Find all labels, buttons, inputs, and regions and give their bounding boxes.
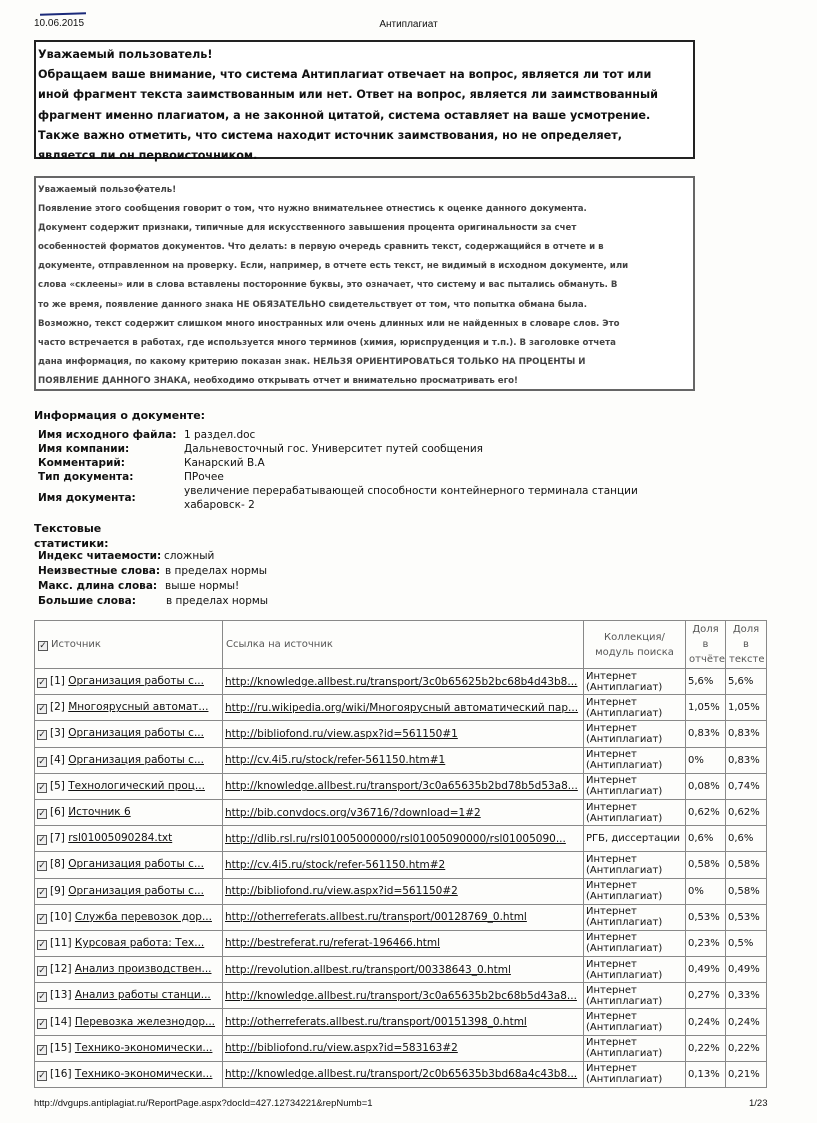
share-text-cell: 0,83% — [726, 747, 767, 773]
notice-main-line: Также важно отметить, что система находит источник заимствования, но не определяет, — [38, 128, 623, 142]
comment-label: Комментарий: — [38, 457, 125, 469]
source-cell — [35, 1061, 223, 1087]
source-cell — [35, 695, 223, 721]
source-url-link[interactable]: http://otherreferats.allbest.ru/transport/00128769_0.html — [225, 911, 527, 924]
collection-cell: Интернет (Антиплагиат) — [584, 773, 686, 799]
collection-cell: Интернет (Антиплагиат) — [584, 878, 686, 904]
print-title: Антиплагиат — [379, 19, 438, 30]
page-url: http://dvgups.antiplagiat.ru/ReportPage.aspx?docId=427.12734221&repNumb=1 — [34, 1098, 373, 1109]
share-text-header: Доля в тексте — [726, 621, 767, 669]
type-label: Тип документа: — [38, 471, 134, 483]
notice-warning-line: Документ содержит признаки, типичные для искусственного завышения процента оригинальности за счет — [38, 223, 577, 234]
source-url-link[interactable]: http://ru.wikipedia.org/wiki/Многоярусный автоматический пар... — [225, 701, 579, 714]
collection-cell: Интернет (Антиплагиат) — [584, 1009, 686, 1035]
notice-warning-line: особенностей форматов документов. Что делать: в первую очередь сравнить текст, содержащийся в отчете и в — [38, 242, 604, 253]
source-cell — [35, 878, 223, 904]
source-name-link[interactable]: Технико-экономически... — [74, 1041, 213, 1054]
table-row — [35, 852, 767, 878]
doc-name-value-2: хабаровск- 2 — [184, 499, 255, 511]
source-url-cell — [223, 721, 584, 747]
notice-warning-line: дана информация, по какому критерию показан знак. НЕЛЬЗЯ ОРИЕНТИРОВАТЬСЯ ТОЛЬКО НА ПРОЦЕНТЫ И — [38, 356, 586, 367]
source-url-cell — [223, 1061, 584, 1087]
source-number: [12] — [50, 963, 72, 976]
notice-main-line: фрагмент именно плагиатом, а не законной цитатой, система оставляет на ваше усмотрение. — [38, 108, 651, 122]
share-report-cell: 0,13% — [686, 1061, 726, 1087]
text-stats-title — [34, 521, 154, 551]
source-url-link[interactable]: http://knowledge.allbest.ru/transport/3c0a65635b2bc68b5d43a8... — [225, 989, 577, 1002]
share-report-cell: 0% — [686, 878, 726, 904]
share-text-cell: 0,5% — [726, 930, 767, 956]
source-url-link[interactable]: http://cv.4i5.ru/stock/refer-561150.htm#1 — [225, 754, 446, 767]
collection-cell: Интернет (Антиплагиат) — [584, 695, 686, 721]
unknown-words-label: Неизвестные слова: — [38, 565, 161, 577]
source-url-link[interactable]: http://bestreferat.ru/referat-196466.html — [225, 937, 440, 950]
row-checkbox[interactable]: ✓ — [38, 730, 46, 741]
max-word-length-value: выше нормы! — [165, 580, 240, 592]
table-row — [35, 721, 767, 747]
source-cell — [35, 799, 223, 825]
notice-main-line: Обращаем ваше внимание, что система Антиплагиат отвечает на вопрос, является ли тот или — [38, 68, 652, 82]
notice-warning-line: документе, отправленном на проверку. Если, например, в отчете есть текст, не видимый в исходном документе, или — [38, 261, 629, 272]
collection-cell: Интернет (Антиплагиат) — [584, 904, 686, 930]
type-value: ПРочее — [184, 471, 224, 483]
source-number: [7] — [50, 832, 65, 845]
notice-main-line: Уважаемый пользователь! — [38, 48, 213, 61]
company-value: Дальневосточный гос. Университет путей сообщения — [184, 443, 483, 455]
table-row — [35, 747, 767, 773]
source-name-link[interactable]: Служба перевозок дор... — [74, 910, 212, 923]
collection-cell: Интернет (Антиплагиат) — [584, 721, 686, 747]
source-url-link[interactable]: http://dlib.rsl.ru/rsl01005000000/rsl01005090000/rsl01005090... — [225, 832, 566, 845]
collection-cell: Интернет (Антиплагиат) — [584, 1061, 686, 1087]
row-checkbox[interactable]: ✓ — [38, 939, 46, 950]
source-name-link[interactable]: Анализ работы станци... — [74, 989, 211, 1002]
source-number: [13] — [50, 989, 72, 1002]
source-cell — [35, 773, 223, 799]
ink-mark — [40, 12, 86, 16]
table-row — [35, 799, 767, 825]
readability-label: Индекс читаемости: — [38, 550, 162, 562]
share-text-cell: 0,22% — [726, 1035, 767, 1061]
notice-warning-line: ПОЯВЛЕНИЕ ДАННОГО ЗНАКА, необходимо открывать отчет и внимательно просматривать его! — [38, 375, 518, 386]
source-cell — [35, 930, 223, 956]
source-name-link[interactable]: Анализ производствен... — [74, 963, 212, 976]
source-url-cell — [223, 1035, 584, 1061]
source-cell — [35, 983, 223, 1009]
share-report-cell: 0,83% — [686, 721, 726, 747]
source-cell — [35, 852, 223, 878]
table-row — [35, 904, 767, 930]
source-url-link[interactable]: http://otherreferats.allbest.ru/transport/00151398_0.html — [225, 1016, 527, 1029]
table-row — [35, 1061, 767, 1087]
notice-main — [34, 40, 695, 163]
row-checkbox[interactable]: ✓ — [38, 756, 46, 767]
share-report-cell: 5,6% — [686, 669, 726, 695]
source-name-link[interactable]: Организация работы с... — [68, 884, 204, 897]
source-cell — [35, 721, 223, 747]
source-number: [1] — [50, 675, 65, 688]
share-text-cell: 0,6% — [726, 826, 767, 852]
notice-warning-line: Появление этого сообщения говорит о том, что нужно внимательнее отнестись к оценке данного документа. — [38, 204, 587, 215]
share-report-cell: 0,24% — [686, 1009, 726, 1035]
file-value: 1 раздел.doc — [184, 429, 256, 441]
table-row — [35, 878, 767, 904]
share-report-cell: 0% — [686, 747, 726, 773]
row-checkbox[interactable]: ✓ — [38, 913, 46, 924]
source-url-cell — [223, 983, 584, 1009]
source-url-link[interactable]: http://revolution.allbest.ru/transport/00338643_0.html — [225, 963, 511, 976]
share-text-cell: 0,53% — [726, 904, 767, 930]
source-number: [8] — [50, 858, 65, 871]
collection-cell: Интернет (Антиплагиат) — [584, 983, 686, 1009]
source-url-link[interactable]: http://knowledge.allbest.ru/transport/3c0a65635b2bd78b5d53a8... — [225, 780, 578, 793]
big-words-label: Большие слова: — [38, 595, 136, 607]
sources-table — [34, 620, 767, 1088]
doc-name-label: Имя документа: — [38, 492, 136, 504]
doc-info-title: Информация о документе: — [34, 409, 206, 422]
share-report-cell: 0,27% — [686, 983, 726, 1009]
max-word-length-label: Макс. длина слова: — [38, 580, 158, 592]
source-number: [2] — [50, 701, 65, 714]
source-name-link[interactable]: Организация работы с... — [68, 675, 204, 688]
source-cell — [35, 1035, 223, 1061]
source-url-link[interactable]: http://bib.convdocs.org/v36716/?download=1#2 — [225, 806, 481, 819]
source-number: [5] — [50, 779, 65, 792]
source-url-cell — [223, 826, 584, 852]
source-url-cell — [223, 957, 584, 983]
share-report-cell: 0,6% — [686, 826, 726, 852]
source-name-link[interactable]: Источник 6 — [68, 806, 131, 819]
source-number: [6] — [50, 806, 65, 819]
notice-main-line: иной фрагмент текста заимствованным или нет. Ответ на вопрос, является ли заимствованный — [38, 88, 658, 102]
share-report-cell: 0,49% — [686, 957, 726, 983]
select-all-checkbox[interactable]: ✓ — [39, 640, 47, 651]
row-checkbox[interactable]: ✓ — [38, 1018, 46, 1029]
source-name-link[interactable]: Технико-экономически... — [74, 1067, 213, 1080]
share-text-cell: 0,24% — [726, 1009, 767, 1035]
source-cell — [35, 957, 223, 983]
share-text-cell: 0,21% — [726, 1061, 767, 1087]
row-checkbox[interactable]: ✓ — [38, 1070, 46, 1081]
row-checkbox[interactable]: ✓ — [38, 992, 46, 1003]
table-row — [35, 1009, 767, 1035]
collection-cell: Интернет (Антиплагиат) — [584, 852, 686, 878]
table-row — [35, 773, 767, 799]
big-words-value: в пределах нормы — [166, 595, 269, 607]
row-checkbox[interactable]: ✓ — [38, 704, 46, 715]
source-url-cell — [223, 904, 584, 930]
notice-main-line: является ли он первоисточником. — [38, 149, 258, 163]
notice-warning-line: Возможно, текст содержит слишком много иностранных или очень длинных или не найденных в словаре слов. Это — [38, 318, 620, 329]
source-name-link[interactable]: Организация работы с... — [68, 858, 204, 871]
doc-name-value-1: увеличение перерабатывающей способности контейнерного терминала станции — [184, 485, 638, 497]
page-number: 1/23 — [749, 1098, 768, 1109]
readability-value: сложный — [164, 550, 215, 562]
source-url-cell — [223, 747, 584, 773]
source-url-cell — [223, 773, 584, 799]
share-text-cell: 0,49% — [726, 957, 767, 983]
collection-cell: Интернет (Антиплагиат) — [584, 930, 686, 956]
notice-warning-line: Уважаемый пользо�атель! — [38, 185, 177, 195]
row-checkbox[interactable]: ✓ — [38, 1044, 46, 1055]
source-url-cell — [223, 930, 584, 956]
table-row — [35, 826, 767, 852]
file-label: Имя исходного файла: — [38, 429, 177, 441]
comment-value: Канарский В.А — [184, 457, 265, 469]
unknown-words-value: в пределах нормы — [165, 565, 268, 577]
source-cell — [35, 1009, 223, 1035]
share-report-cell: 1,05% — [686, 695, 726, 721]
source-url-link[interactable]: http://cv.4i5.ru/stock/refer-561150.htm#2 — [225, 858, 446, 871]
source-number: [9] — [50, 884, 65, 897]
source-cell — [35, 747, 223, 773]
source-url-link[interactable]: http://bibliofond.ru/view.aspx?id=561150#1 — [225, 727, 458, 740]
table-row — [35, 983, 767, 1009]
print-date: 10.06.2015 — [34, 18, 85, 29]
row-checkbox[interactable]: ✓ — [38, 678, 46, 689]
share-text-cell: 0,83% — [726, 721, 767, 747]
source-url-cell — [223, 669, 584, 695]
source-cell — [35, 904, 223, 930]
source-url-link[interactable]: http://bibliofond.ru/view.aspx?id=561150#2 — [225, 885, 458, 898]
table-row — [35, 695, 767, 721]
row-checkbox[interactable]: ✓ — [38, 887, 46, 898]
share-text-cell: 0,58% — [726, 878, 767, 904]
table-row — [35, 930, 767, 956]
share-text-cell: 1,05% — [726, 695, 767, 721]
share-text-cell: 5,6% — [726, 669, 767, 695]
source-name-link[interactable]: rsl01005090284.txt — [68, 832, 173, 845]
share-report-cell: 0,23% — [686, 930, 726, 956]
source-name-link[interactable]: Многоярусный автомат... — [68, 701, 209, 714]
source-name-link[interactable]: Технологический проц... — [68, 779, 205, 792]
table-row — [35, 957, 767, 983]
source-name-link[interactable]: Организация работы с... — [68, 727, 204, 740]
source-number: [3] — [50, 727, 65, 740]
row-checkbox[interactable]: ✓ — [38, 861, 46, 872]
collection-cell: Интернет (Антиплагиат) — [584, 1035, 686, 1061]
share-report-cell: 0,22% — [686, 1035, 726, 1061]
collection-cell: РГБ, диссертации — [584, 826, 686, 852]
table-header-row — [35, 621, 767, 669]
source-cell — [35, 669, 223, 695]
source-url-cell — [223, 852, 584, 878]
source-number: [14] — [50, 1015, 72, 1028]
notice-warning-line: слова «склеены» или в слова вставлены посторонние буквы, это означает, что систему и вас пытались обмануть. В — [38, 280, 618, 291]
share-report-cell: 0,53% — [686, 904, 726, 930]
source-url-cell — [223, 878, 584, 904]
collection-header: Коллекция/ модуль поиска — [584, 621, 686, 669]
table-row — [35, 669, 767, 695]
source-header: ✓ Источник — [35, 621, 223, 669]
source-url-cell — [223, 799, 584, 825]
notice-warning-line: часто встречается в работах, где используется много терминов (химия, юриспруденция и т.п.). В заголовке отчета — [38, 337, 616, 348]
source-name-link[interactable]: Курсовая работа: Тех... — [74, 936, 205, 949]
share-report-cell: 0,58% — [686, 852, 726, 878]
source-name-link[interactable]: Перевозка железнодор... — [74, 1015, 216, 1028]
source-number: [10] — [50, 910, 72, 923]
source-cell — [35, 826, 223, 852]
row-checkbox[interactable]: ✓ — [38, 835, 46, 846]
source-url-cell — [223, 695, 584, 721]
source-url-link[interactable]: http://knowledge.allbest.ru/transport/3c0b65625b2bc68b4d43b8... — [225, 675, 578, 688]
table-row — [35, 1035, 767, 1061]
source-number: [4] — [50, 753, 65, 766]
share-text-cell: 0,62% — [726, 799, 767, 825]
row-checkbox[interactable]: ✓ — [38, 966, 46, 977]
source-number: [11] — [50, 936, 72, 949]
notice-warning-line: то же время, появление данного знака НЕ ОБЯЗАТЕЛЬНО свидетельствует от том, что попытка обмана была. — [38, 299, 587, 310]
share-text-cell: 0,33% — [726, 983, 767, 1009]
share-text-cell: 0,74% — [726, 773, 767, 799]
text-stats-title-1: Текстовые — [34, 522, 102, 535]
collection-cell: Интернет (Антиплагиат) — [584, 799, 686, 825]
source-number: [16] — [50, 1067, 72, 1080]
share-report-header: Доля в отчёте — [686, 621, 726, 669]
source-url-cell — [223, 1009, 584, 1035]
link-header: Ссылка на источник — [223, 621, 584, 669]
source-name-link[interactable]: Организация работы с... — [68, 753, 204, 766]
collection-cell: Интернет (Антиплагиат) — [584, 747, 686, 773]
share-text-cell: 0,58% — [726, 852, 767, 878]
source-number: [15] — [50, 1041, 72, 1054]
row-checkbox[interactable]: ✓ — [38, 782, 46, 793]
share-report-cell: 0,62% — [686, 799, 726, 825]
collection-cell: Интернет (Антиплагиат) — [584, 669, 686, 695]
share-report-cell: 0,08% — [686, 773, 726, 799]
source-url-link[interactable]: http://knowledge.allbest.ru/transport/2c0b65635b3bd68a4c43b8... — [225, 1068, 578, 1081]
source-url-link[interactable]: http://bibliofond.ru/view.aspx?id=583163#2 — [225, 1042, 458, 1055]
notice-warning — [34, 176, 695, 391]
text-stats-title-2: статистики: — [34, 537, 109, 550]
company-label: Имя компании: — [38, 443, 130, 455]
row-checkbox[interactable]: ✓ — [38, 809, 46, 820]
collection-cell: Интернет (Антиплагиат) — [584, 957, 686, 983]
